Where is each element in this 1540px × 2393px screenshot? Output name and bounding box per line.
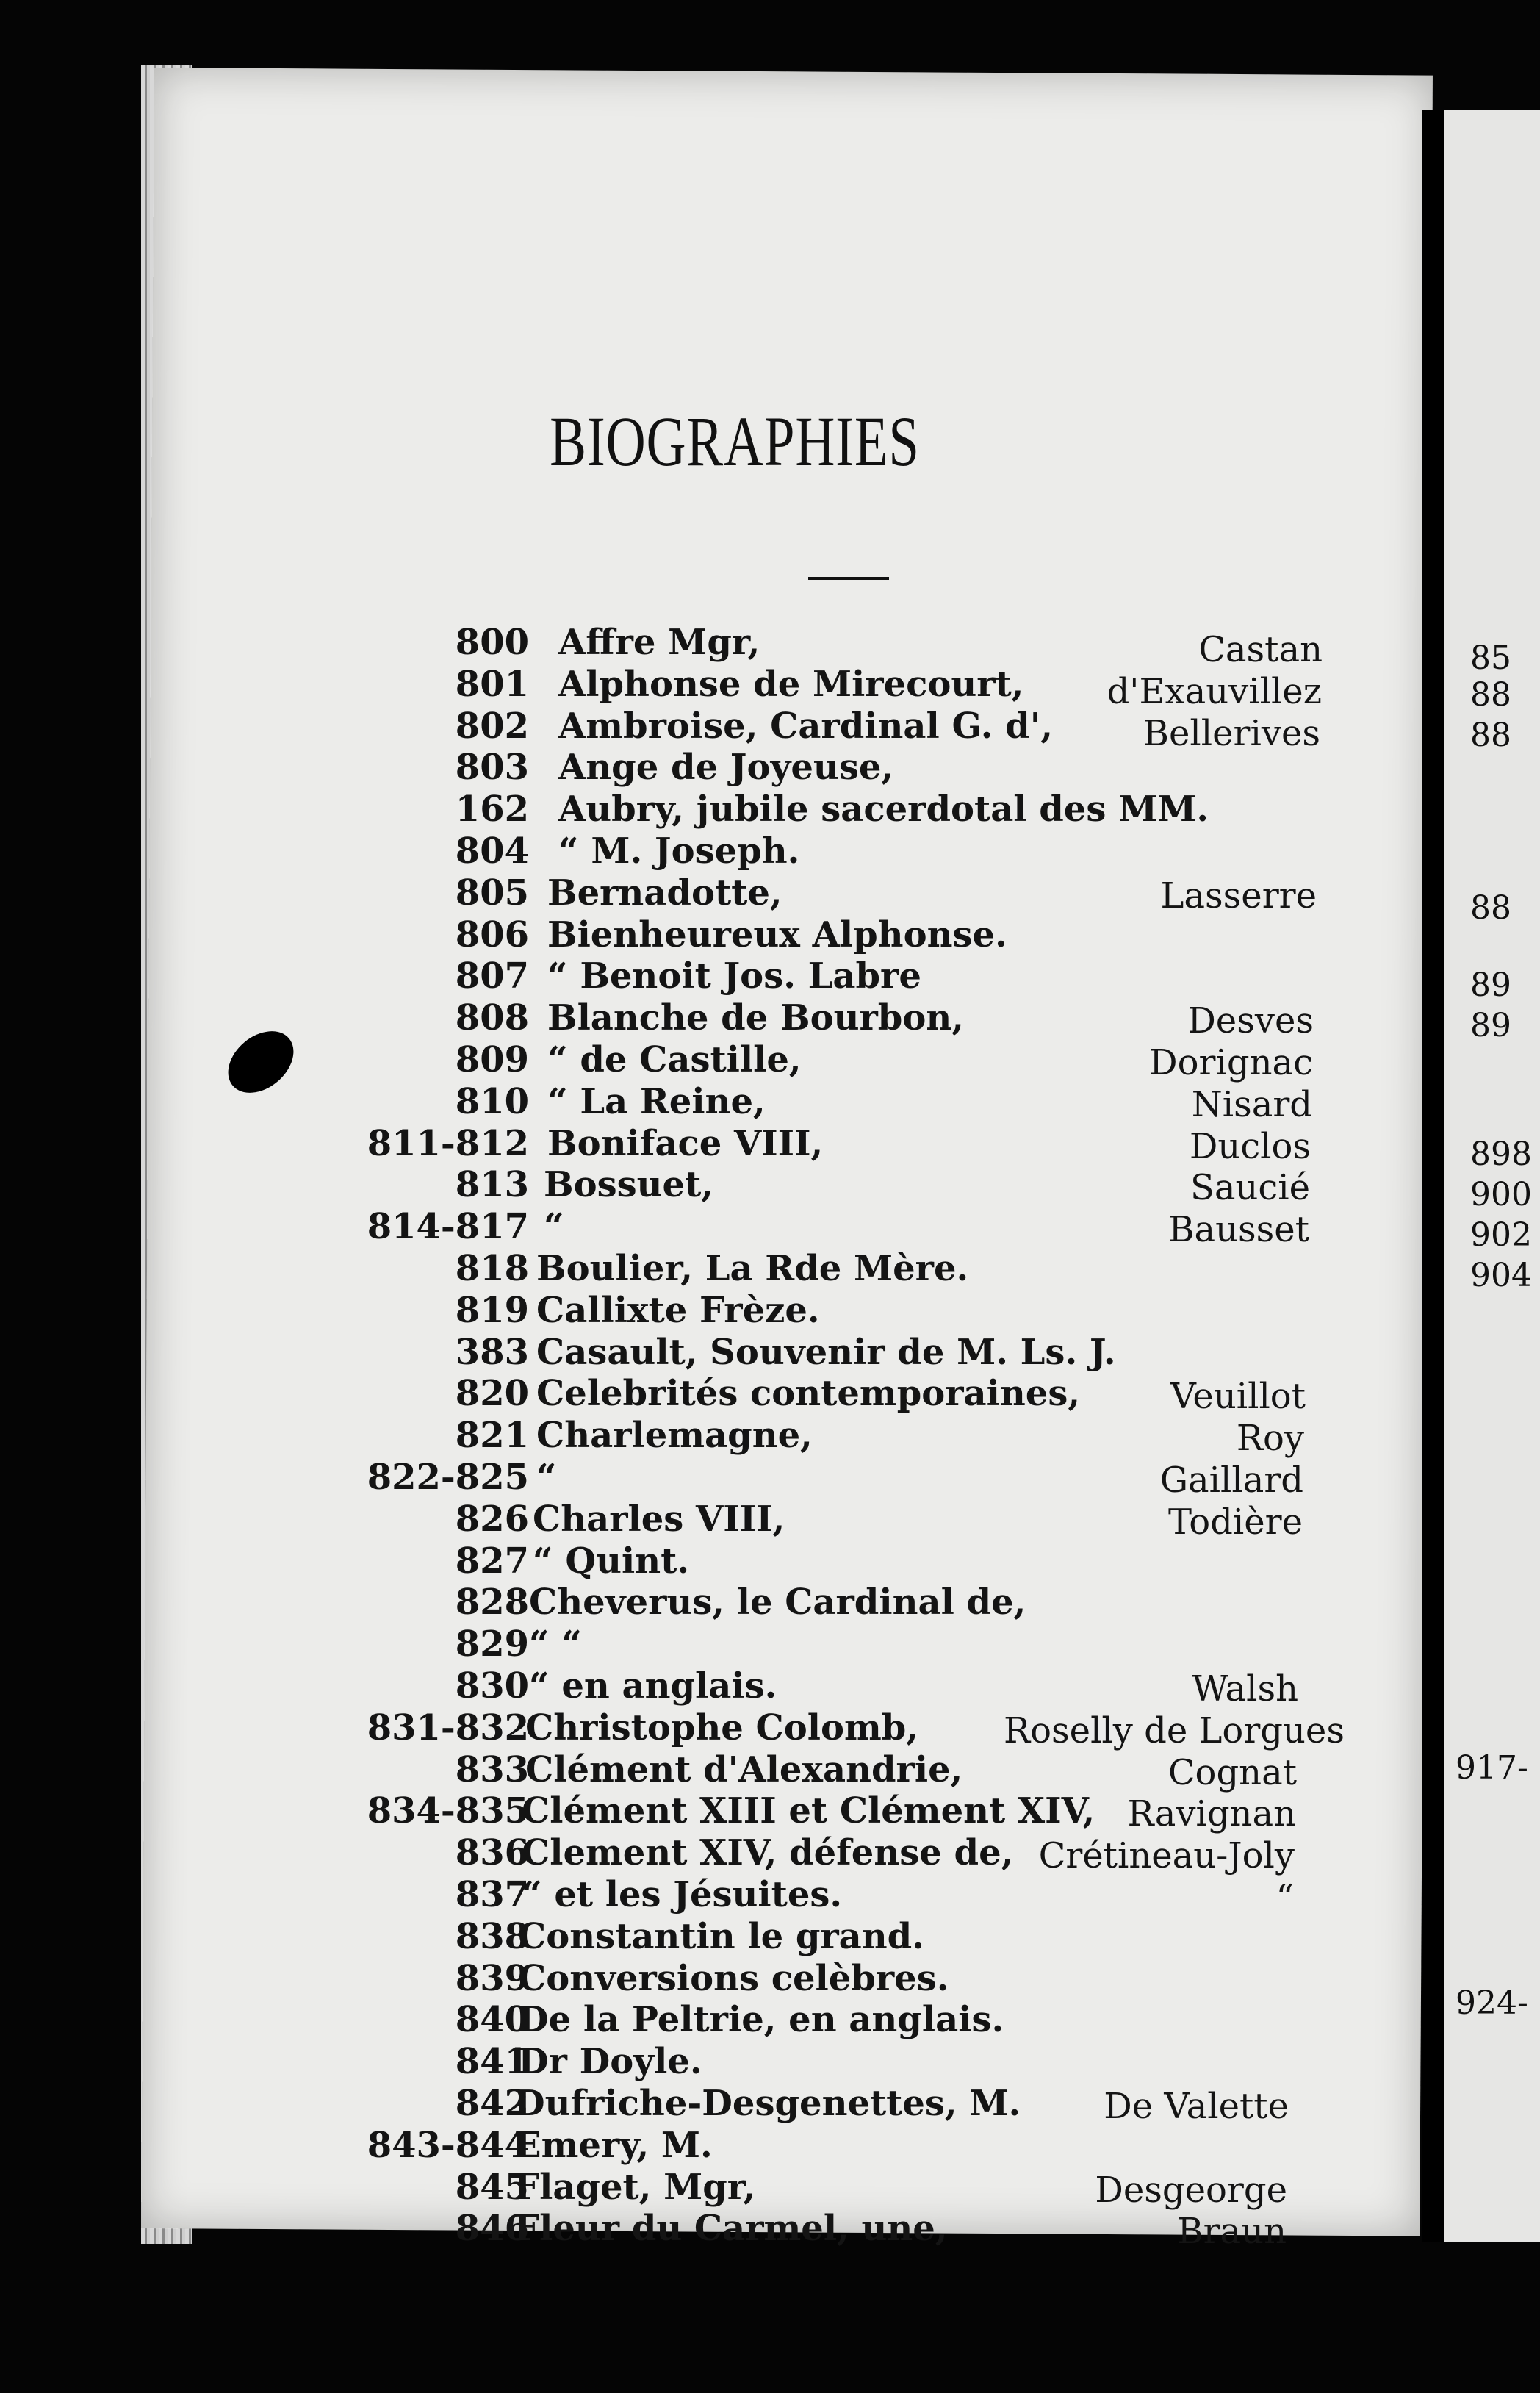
entry-author: Desgeorge [1095, 2170, 1287, 2211]
entry-number: 831-832 [367, 1707, 529, 1748]
next-page-fragment: 88 [1470, 717, 1511, 754]
entry-subject: “ [536, 1457, 557, 1498]
entry-author: Roy [1236, 1418, 1304, 1459]
entry-subject: Emery, M. [514, 2125, 713, 2166]
entry-subject: Ange de Joyeuse, [558, 747, 894, 788]
entry-subject: Blanche de Bourbon, [547, 997, 964, 1038]
entry-subject: Charlemagne, [536, 1415, 813, 1456]
next-page-fragment: 85 [1470, 639, 1511, 677]
entry-subject: Charles VIII, [533, 1499, 785, 1540]
entry-subject: “ en anglais. [529, 1665, 777, 1707]
entry-number: 811-812 [367, 1123, 529, 1164]
entry-number: 819 [455, 1290, 529, 1331]
entry-number: 807 [455, 955, 529, 997]
entry-author: Bellerives [1143, 713, 1320, 754]
entry-number: 805 [455, 872, 529, 914]
entry-number: 836 [455, 1832, 529, 1873]
entry-author: d'Exauvillez [1107, 671, 1322, 712]
entry-number: 822-825 [367, 1457, 529, 1498]
entry-number: 803 [455, 747, 529, 788]
entry-subject: Constantin le grand. [518, 1916, 924, 1957]
entry-author: Gaillard [1159, 1460, 1303, 1501]
entry-subject: Celebrités contemporaines, [536, 1373, 1081, 1414]
entry-subject: Dufriche-Desgenettes, M. [514, 2083, 1021, 2124]
entry-subject: Conversions celèbres. [518, 1958, 949, 1999]
entry-number: 837 [455, 1874, 529, 1915]
entry-number: 821 [455, 1415, 529, 1456]
entry-number: 843-844 [367, 2125, 529, 2166]
entry-author: Braun [1177, 2211, 1287, 2252]
entry-number: 813 [455, 1164, 529, 1205]
entry-author: Lasserre [1160, 875, 1317, 916]
entry-subject: Fleur du Carmel, une, [514, 2208, 948, 2249]
entry-author: De Valette [1104, 2086, 1289, 2127]
entry-number: 846 [455, 2208, 529, 2249]
next-page-fragment: 900 [1470, 1176, 1532, 1213]
entry-number: 829 [455, 1624, 529, 1665]
entry-subject: “ de Castille, [547, 1039, 802, 1080]
entry-author: Todière [1167, 1502, 1303, 1543]
next-page-fragment: 904 [1470, 1257, 1532, 1294]
entry-number: 804 [455, 830, 529, 872]
entry-number: 841 [455, 2041, 529, 2082]
entry-subject: Alphonse de Mirecourt, [558, 664, 1024, 705]
title-rule [808, 577, 889, 580]
next-page-fragment: 88 [1470, 676, 1511, 714]
entry-subject: De la Peltrie, en anglais. [518, 1999, 1004, 2040]
entry-number: 840 [455, 1999, 529, 2040]
entry-subject: Clément d'Alexandrie, [525, 1749, 963, 1790]
entry-subject: Clement XIV, défense de, [522, 1832, 1014, 1873]
entry-subject: Dr Doyle. [518, 2041, 702, 2082]
next-page-fragment: 917- [1456, 1749, 1528, 1787]
entry-number: 814-817 [367, 1206, 529, 1247]
entry-subject: “ Benoit Jos. Labre [547, 955, 921, 997]
next-page-fragment: 88 [1470, 889, 1511, 927]
next-page-fragment: 924- [1456, 1984, 1528, 2022]
entry-number: 808 [455, 997, 529, 1038]
entry-author: “ [1275, 1877, 1294, 1918]
entry-number: 800 [455, 622, 529, 663]
page-title: BIOGRAPHIES [550, 402, 920, 481]
entry-author: Ravignan [1127, 1793, 1296, 1834]
next-page-fragment: 898 [1470, 1135, 1532, 1173]
entry-number: 834-835 [367, 1790, 529, 1831]
entry-subject: “ [544, 1206, 564, 1247]
entry-number: 833 [455, 1749, 529, 1790]
entry-subject: Bossuet, [544, 1164, 713, 1205]
entry-number: 827 [455, 1540, 529, 1582]
entry-number: 809 [455, 1039, 529, 1080]
entry-subject: Christophe Colomb, [525, 1707, 919, 1748]
next-page-fragment: 89 [1470, 1007, 1511, 1044]
book-gutter [1422, 110, 1444, 2242]
entry-subject: Aubry, jubile sacerdotal des MM. [558, 789, 1209, 830]
entry-number: 842 [455, 2083, 529, 2124]
entry-subject: Ambroise, Cardinal G. d', [558, 706, 1054, 747]
next-page-fragment: 902 [1470, 1216, 1532, 1254]
entry-author: Cognat [1167, 1752, 1297, 1793]
entry-subject: “ La Reine, [547, 1081, 766, 1122]
next-page-fragment: 89 [1470, 966, 1511, 1004]
entry-number: 838 [455, 1916, 529, 1957]
entry-subject: “ M. Joseph. [558, 830, 800, 872]
entry-number: 845 [455, 2167, 529, 2208]
entry-number: 162 [455, 789, 529, 830]
entry-subject: Callixte Frèze. [536, 1290, 820, 1331]
entry-author: Veuillot [1170, 1376, 1306, 1417]
entry-number: 826 [455, 1499, 529, 1540]
entry-number: 806 [455, 914, 529, 955]
entry-subject: Cheverus, le Cardinal de, [529, 1582, 1026, 1623]
entry-number: 383 [455, 1332, 529, 1373]
entry-author: Walsh [1192, 1668, 1298, 1709]
entry-subject: Bienheureux Alphonse. [547, 914, 1007, 955]
entry-subject: Casault, Souvenir de M. Ls. J. [536, 1332, 1116, 1373]
entry-number: 801 [455, 664, 529, 705]
entry-number: 828 [455, 1582, 529, 1623]
entry-number: 830 [455, 1665, 529, 1707]
entry-author: Dorignac [1149, 1042, 1313, 1083]
entry-author: Nisard [1191, 1084, 1312, 1125]
entry-number: 810 [455, 1081, 529, 1122]
entry-subject: “ “ [529, 1624, 582, 1665]
entry-number: 820 [455, 1373, 529, 1414]
entry-author: Desves [1187, 1000, 1314, 1041]
entry-subject: Bernadotte, [547, 872, 782, 914]
entry-author: Roselly de Lorgues [1004, 1710, 1345, 1751]
entry-subject: Clément XIII et Clément XIV, [522, 1790, 1095, 1831]
entry-subject: “ Quint. [533, 1540, 690, 1582]
entry-author: Bausset [1168, 1209, 1309, 1250]
entry-subject: Flaget, Mgr, [514, 2167, 756, 2208]
entry-number: 818 [455, 1248, 529, 1289]
entry-author: Castan [1198, 629, 1323, 670]
entry-subject: Affre Mgr, [558, 622, 760, 663]
entry-author: Duclos [1189, 1126, 1311, 1167]
entry-number: 802 [455, 706, 529, 747]
entry-subject: Boniface VIII, [547, 1123, 824, 1164]
entry-subject: Boulier, La Rde Mère. [536, 1248, 969, 1289]
entry-number: 839 [455, 1958, 529, 1999]
entry-subject: “ et les Jésuites. [522, 1874, 843, 1915]
entry-author: Saucié [1190, 1167, 1310, 1208]
entry-author: Crétineau-Joly [1038, 1835, 1295, 1876]
